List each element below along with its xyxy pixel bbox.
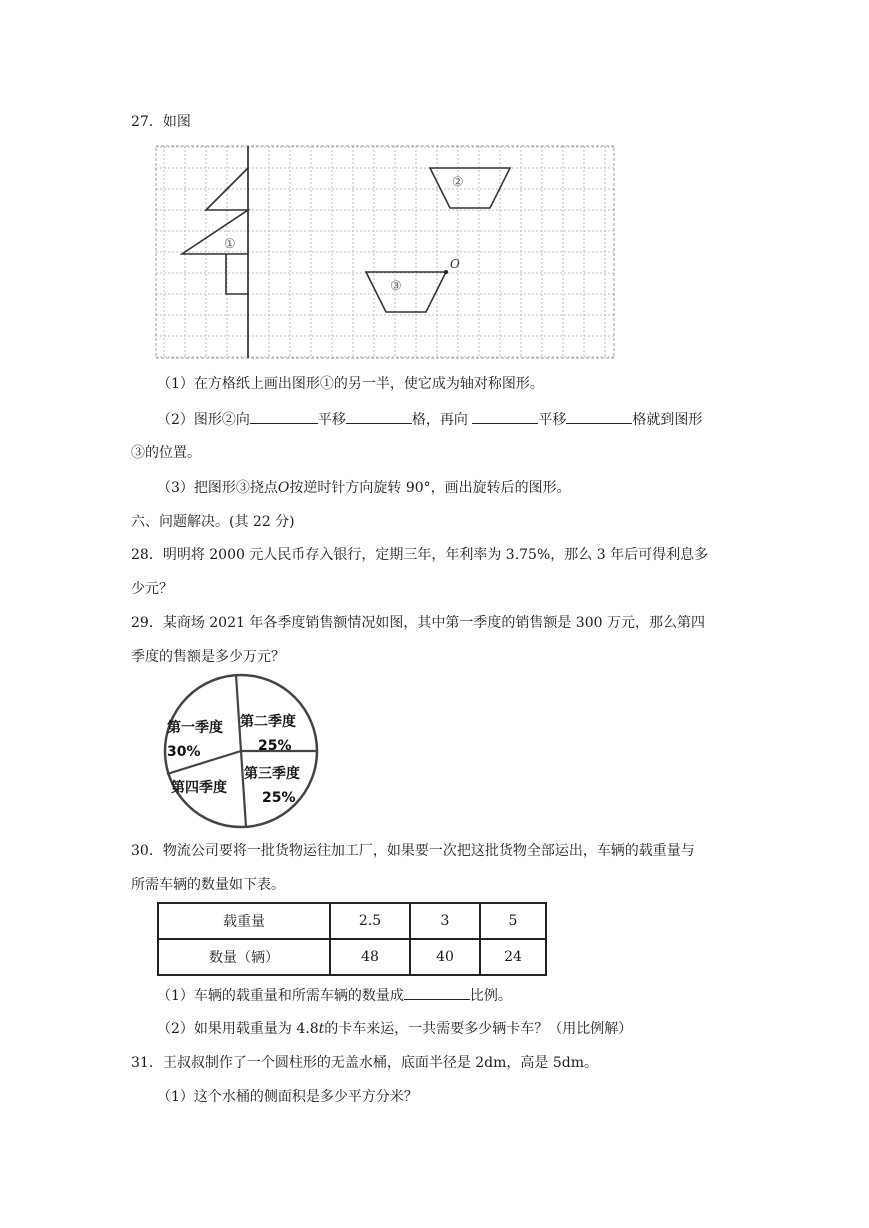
- q27-part2-text-a: （2）图形②向: [157, 412, 250, 428]
- answer-blank-direction-1[interactable]: [250, 409, 318, 424]
- shape-2: [430, 168, 510, 208]
- point-o-label: O: [450, 257, 460, 271]
- q30-part2: [157, 1019, 632, 1039]
- q27-part3-text-b: 按逆时针方向旋转 90°，画出旋转后的图形。: [289, 480, 571, 496]
- point-o: [444, 270, 448, 274]
- shape-2-label: ②: [452, 175, 464, 190]
- q27-part2-text-b: 平移: [317, 412, 346, 428]
- answer-blank-cells-2[interactable]: [566, 409, 632, 424]
- grid-paper: [154, 144, 616, 360]
- answer-blank-direction-2[interactable]: [472, 409, 538, 424]
- shape-3-label: ③: [390, 279, 402, 294]
- q30-part1-text-b: 比例。: [469, 988, 512, 1004]
- q27-part3: [157, 478, 571, 498]
- slice-q2-value: 25%: [258, 738, 292, 754]
- q27-part2-text-c: 格，再向: [411, 412, 468, 428]
- q27-part3-point: O: [277, 480, 290, 496]
- grid-figure: [154, 144, 616, 360]
- q27-part3-text-a: （3）把图形③挠点: [157, 480, 278, 496]
- table-cell: 数量（辆）: [158, 939, 330, 975]
- slice-q1-label: 第一季度: [167, 720, 223, 736]
- q27-part1: （1）在方格纸上画出图形①的另一半，使它成为轴对称图形。: [157, 376, 544, 392]
- q30-line-2: 所需车辆的数量如下表。: [131, 877, 285, 893]
- answer-blank-proportion[interactable]: [404, 985, 470, 1000]
- table-cell: 5: [480, 903, 546, 939]
- q27-title: 27．如图: [131, 114, 191, 130]
- table-row: [158, 903, 546, 939]
- slice-q1-value: 30%: [167, 744, 201, 760]
- shape-1-half: [182, 168, 248, 254]
- section-6-heading: 六、问题解决。(其 22 分): [131, 514, 295, 530]
- table-cell: 2.5: [330, 903, 410, 939]
- q29-line-2: 季度的售额是多少万元？: [131, 649, 285, 665]
- pie-chart-svg: [154, 670, 330, 832]
- q29-line-1: 29．某商场 2021 年各季度销售额情况如图，其中第一季度的销售额是 300 万元，那么第四: [131, 615, 705, 631]
- slice-q3-value: 25%: [262, 790, 296, 806]
- table-cell: 载重量: [158, 903, 330, 939]
- shape-3: [366, 272, 446, 312]
- pie-chart: [154, 670, 330, 832]
- table-cell: 48: [330, 939, 410, 975]
- shape-1-stem: [226, 254, 248, 294]
- q30-part2-unit: t: [318, 1021, 325, 1037]
- q30-part1: [157, 985, 512, 1006]
- q31-line-1: 31．王叔叔制作了一个圆柱形的无盖水桶，底面半径是 2dm，高是 5dm。: [131, 1055, 599, 1071]
- q28-line-1: 28．明明将 2000 元人民币存入银行，定期三年，年利率为 3.75%，那么 3 年后可得利息多: [131, 547, 709, 563]
- slice-q2-label: 第二季度: [240, 714, 296, 730]
- table-row: [158, 939, 546, 975]
- q30-line-1: 30．物流公司要将一批货物运往加工厂，如果要一次把这批货物全部运出，车辆的载重量与: [131, 843, 695, 859]
- q30-part1-text-a: （1）车辆的载重量和所需车辆的数量成: [157, 988, 404, 1004]
- answer-blank-cells-1[interactable]: [346, 409, 412, 424]
- q27-part2-text-d: 平移: [538, 412, 567, 428]
- q30-part2-text-a: （2）如果用载重量为 4.8: [157, 1021, 319, 1037]
- table-cell: 3: [410, 903, 480, 939]
- load-table: [157, 902, 547, 976]
- q27-part2-cont: ③的位置。: [131, 445, 201, 461]
- table-cell: 24: [480, 939, 546, 975]
- table-cell: 40: [410, 939, 480, 975]
- q31-part1: （1）这个水桶的侧面积是多少平方分米？: [157, 1089, 418, 1105]
- shape-1-label: ①: [224, 237, 236, 252]
- q30-part2-text-b: 的卡车来运，一共需要多少辆卡车？（用比例解）: [324, 1021, 633, 1037]
- q27-part2: [157, 409, 702, 430]
- slice-q3-label: 第三季度: [244, 766, 300, 782]
- q28-line-2: 少元？: [131, 581, 173, 597]
- q27-part2-text-e: 格就到图形: [632, 412, 703, 428]
- slice-q4-label: 第四季度: [171, 780, 227, 796]
